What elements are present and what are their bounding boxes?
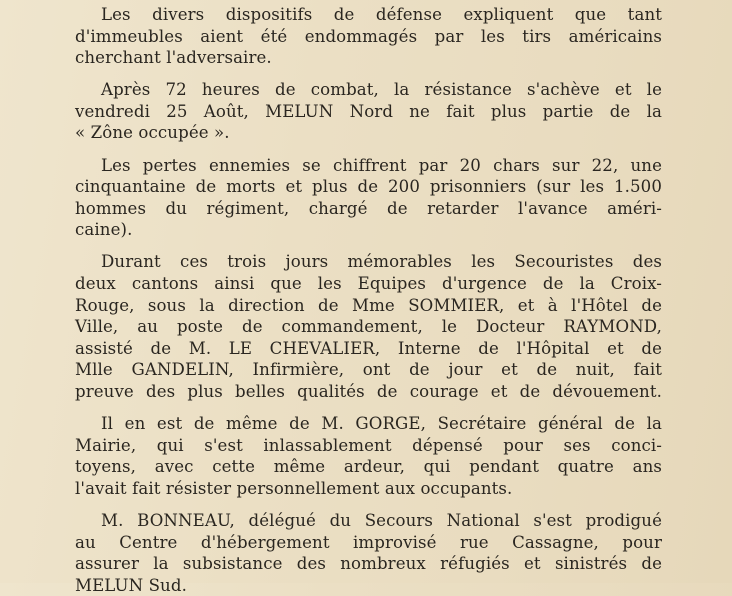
paragraph-secouristes: [75, 251, 662, 402]
paragraph-gorge: [75, 413, 662, 499]
text-line: Rouge, sous la direction de Mme SOMMIER, et à l'Hôtel de: [75, 295, 662, 315]
text-line: l'avait fait résister personnellement aux occupants.: [75, 478, 513, 498]
text-line: assurer la subsistance des nombreux réfugiés et sinistrés de: [75, 554, 662, 574]
text-line: Mairie, qui s'est inlassablement dépensé pour ses conci-: [75, 435, 662, 455]
paragraph-combat: [75, 79, 662, 144]
text-line: MELUN Sud.: [75, 575, 187, 595]
paragraph-defense: [75, 4, 662, 69]
text-line: Les pertes ennemies se chiffrent par 20 chars sur 22, une: [101, 155, 662, 175]
text-line: au Centre d'hébergement improvisé rue Cassagne, pour: [75, 532, 662, 552]
text-line: M. BONNEAU, délégué du Secours National s'est prodigué: [101, 510, 662, 530]
text-line: d'immeubles aient été endommagés par les tirs américains: [75, 26, 662, 46]
text-line: cherchant l'adversaire.: [75, 48, 272, 68]
text-line: Durant ces trois jours mémorables les Secouristes des: [101, 252, 662, 272]
text-line: Les divers dispositifs de défense expliquent que tant: [101, 5, 662, 24]
text-line: caine).: [75, 220, 133, 240]
text-line: preuve des plus belles qualités de courage et de dévouement.: [75, 382, 662, 401]
text-line: cinquantaine de morts et plus de 200 prisonniers (sur les 1.500: [75, 177, 662, 197]
text-line: toyens, avec cette même ardeur, qui pendant quatre ans: [75, 457, 662, 477]
text-line: hommes du régiment, chargé de retarder l'avance améri-: [75, 198, 662, 218]
text-line: vendredi 25 Août, MELUN Nord ne fait plus partie de la: [75, 101, 662, 121]
text-line: Il en est de même de M. GORGE, Secrétaire général de la: [101, 414, 662, 434]
text-line: « Zône occupée ».: [75, 123, 230, 143]
text-line: Mlle GANDELIN, Infirmière, ont de jour et de nuit, fait: [75, 360, 662, 380]
text-line: deux cantons ainsi que les Equipes d'urgence de la Croix-: [75, 274, 662, 294]
text-line: Après 72 heures de combat, la résistance s'achève et le: [101, 80, 662, 100]
text-line: Ville, au poste de commandement, le Docteur RAYMOND,: [75, 317, 662, 337]
paragraph-bonneau: [75, 510, 662, 596]
paragraph-losses: [75, 155, 662, 241]
text-line: assisté de M. LE CHEVALIER, Interne de l'Hôpital et de: [75, 338, 662, 358]
